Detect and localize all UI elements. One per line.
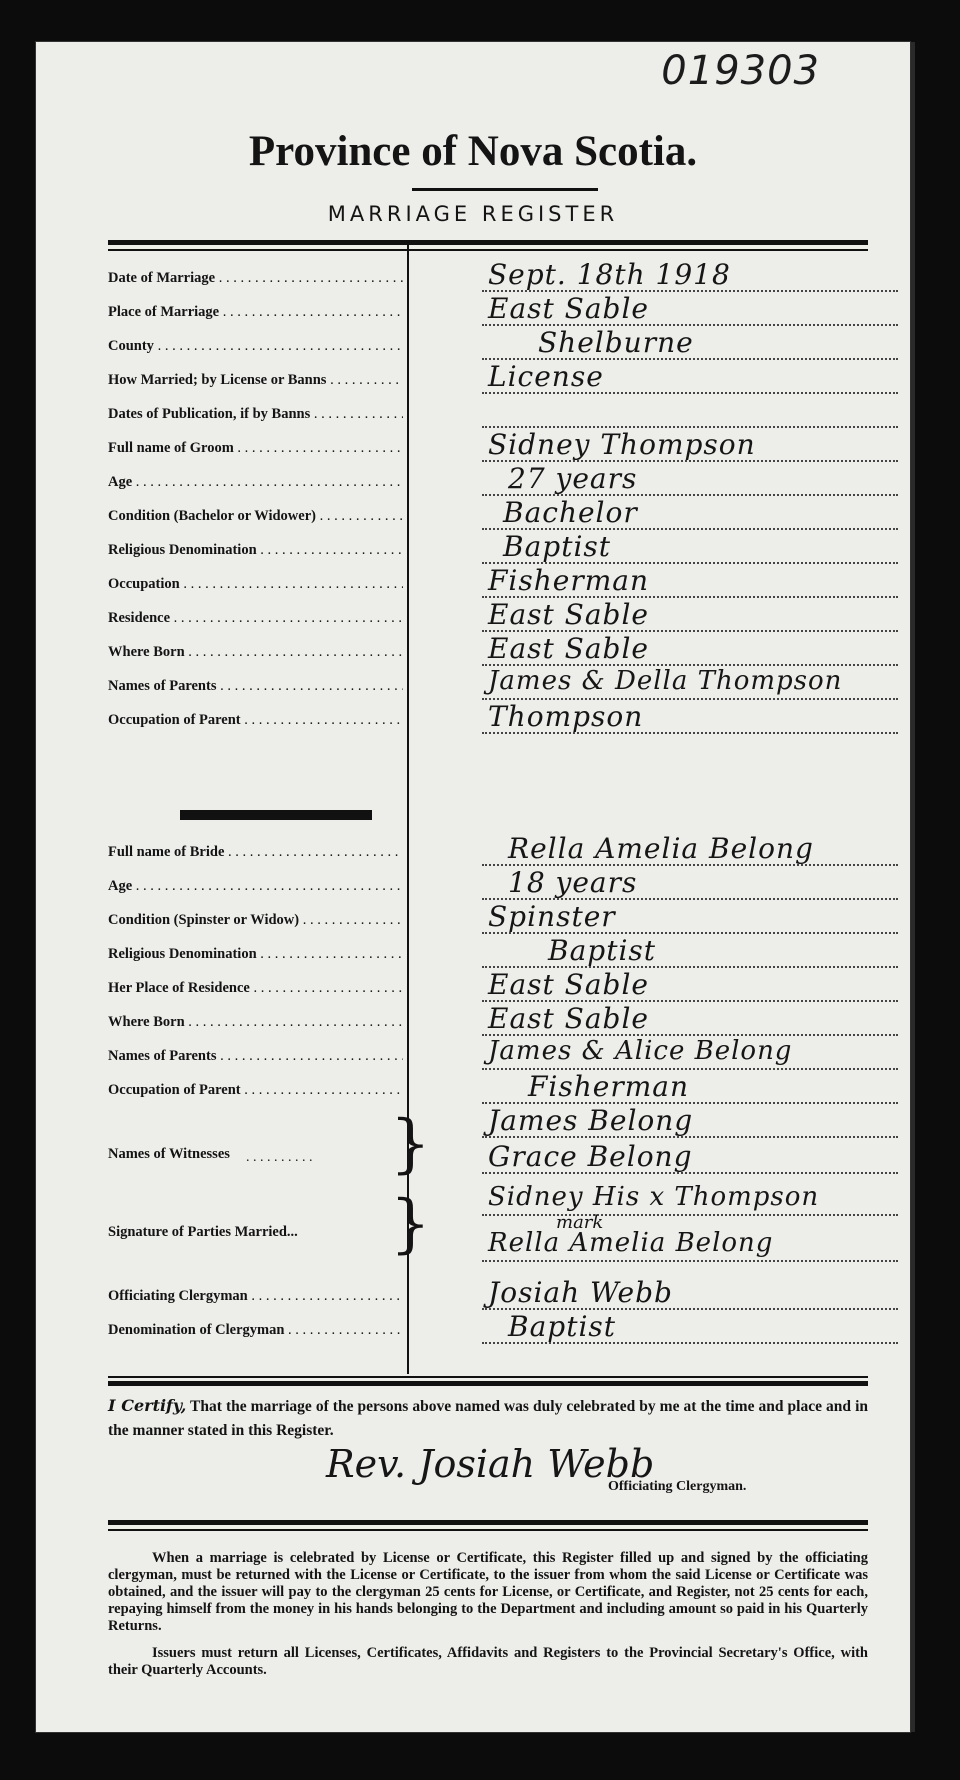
witnesses-brace: } (390, 1107, 431, 1181)
field-value: 27 years (508, 462, 638, 495)
field-label: Full name of Groom . . . (108, 440, 403, 457)
party-signature: Rella Amelia Belong (488, 1228, 774, 1258)
field-value: Fisherman (488, 564, 650, 597)
field-label: Occupation of Parent . . . (108, 1082, 403, 1099)
field-row-groom-name (108, 428, 898, 468)
certification-text (108, 1394, 868, 1443)
witness-name: James Belong (488, 1104, 694, 1137)
instruction-paragraph: Issuers must return all Licenses, Certificates, Affidavits and Registers to the Provincial Secretary's Office, with their Quarterly Accounts. (108, 1645, 868, 1678)
field-value: East Sable (488, 292, 649, 325)
certify-body: That the marriage of the persons above named was duly celebrated by me at the time and place and in the manner stated in this Register. (108, 1398, 868, 1439)
mid-rule-thin (108, 1376, 868, 1378)
field-row-place-of-marriage (108, 292, 898, 332)
field-label: Names of Parents . . . (108, 678, 403, 695)
field-row-bride-name (108, 832, 898, 872)
field-label: Date of Marriage . . . (108, 270, 403, 287)
field-value: Baptist (503, 530, 612, 563)
field-label: Place of Marriage . . . (108, 304, 403, 321)
parties-brace: } (390, 1187, 431, 1261)
party-row-1 (108, 1182, 898, 1222)
witnesses-label: Names of Witnesses (108, 1146, 230, 1162)
mark-annotation: mark (556, 1212, 604, 1233)
witness-row-2 (108, 1140, 898, 1180)
field-value: East Sable (488, 632, 649, 665)
mid-rule (108, 1381, 868, 1386)
field-label: Residence . . . (108, 610, 403, 627)
field-value: Baptist (508, 1310, 617, 1343)
section-divider-bar (180, 810, 372, 820)
top-rule-thin (108, 249, 868, 251)
field-value: East Sable (488, 968, 649, 1001)
field-value: Baptist (548, 934, 657, 967)
lower-rule (108, 1520, 868, 1525)
page-subtitle: MARRIAGE REGISTER (327, 202, 619, 226)
field-row-how-married (108, 360, 898, 400)
field-row-clergy-denomination (108, 1310, 898, 1350)
field-row-groom-parent-occupation (108, 700, 898, 740)
field-label: Full name of Bride . . . (108, 844, 403, 861)
field-label: Denomination of Clergyman . . . (108, 1322, 403, 1339)
field-label: Religious Denomination . . . (108, 946, 403, 963)
lower-rule-thin (108, 1529, 868, 1531)
signature-caption: Officiating Clergyman. (608, 1479, 747, 1494)
field-value: East Sable (488, 1002, 649, 1035)
field-label: Religious Denomination . . . (108, 542, 403, 559)
field-value: License (488, 360, 604, 393)
field-value: James & Alice Belong (488, 1036, 793, 1066)
field-label: Occupation . . . (108, 576, 403, 593)
field-row-bride-condition (108, 900, 898, 940)
field-value: Rella Amelia Belong (508, 832, 814, 865)
field-value: Josiah Webb (488, 1276, 673, 1309)
clergyman-signature: Rev. Josiah Webb (326, 1442, 655, 1486)
field-label: Officiating Clergyman . . . (108, 1288, 403, 1305)
top-rule (108, 240, 868, 245)
field-label: Age . . . (108, 878, 403, 895)
document-number: 019303 (661, 48, 820, 94)
field-label: Occupation of Parent . . . (108, 712, 403, 729)
field-label: Dates of Publication, if by Banns . . . (108, 406, 403, 423)
instruction-paragraph: When a marriage is celebrated by License or Certificate, this Register filled up and signed by the officiating clergyman, must be returned with the License or Certificate, to the issuer from whom the said License or Certificate was obtained, and the issuer will pay to the clergyman 25 cents for License, or Certificate, and Register, not 25 cents for each, repaying himself from the money in his hands belonging to the Department and including amount so paid in his Quarterly Returns. (108, 1550, 868, 1634)
field-row-bride-parents (108, 1036, 898, 1076)
field-label: Condition (Spinster or Widow) . . . (108, 912, 403, 929)
field-value: Fisherman (528, 1070, 690, 1103)
field-value: Sept. 18th 1918 (488, 258, 731, 291)
field-label: Where Born . . . (108, 1014, 403, 1031)
field-label: Names of Parents . . . (108, 1048, 403, 1065)
field-value: Thompson (488, 700, 644, 733)
register-form (36, 42, 910, 1732)
field-label: How Married; by License or Banns . . . (108, 372, 403, 389)
instructions (108, 1550, 868, 1689)
field-label: Her Place of Residence . . . (108, 980, 403, 997)
field-value: East Sable (488, 598, 649, 631)
party-signature: Sidney His x Thompson (488, 1182, 820, 1212)
field-value: Bachelor (503, 496, 638, 529)
entry-line (482, 1214, 898, 1216)
field-value: Shelburne (538, 326, 694, 359)
witness-name: Grace Belong (488, 1140, 693, 1173)
field-value: Spinster (488, 900, 616, 933)
field-label: Condition (Bachelor or Widower) . . . (108, 508, 403, 525)
witness-row-1 (108, 1104, 898, 1144)
field-row-officiating-clergyman (108, 1276, 898, 1316)
field-label: Age . . . (108, 474, 403, 491)
field-value: 18 years (508, 866, 638, 899)
page-title: Province of Nova Scotia. (248, 128, 698, 175)
title-divider (412, 188, 598, 191)
field-label: Where Born . . . (108, 644, 403, 661)
leader-dots: . . . . . . . . . . (246, 1150, 313, 1165)
field-value: Sidney Thompson (488, 428, 756, 461)
certify-lead: I Certify, (108, 1396, 187, 1415)
entry-line (482, 1260, 898, 1262)
field-label: County . . . (108, 338, 403, 355)
field-value: James & Della Thompson (488, 666, 843, 696)
parties-label: Signature of Parties Married... (108, 1224, 298, 1240)
